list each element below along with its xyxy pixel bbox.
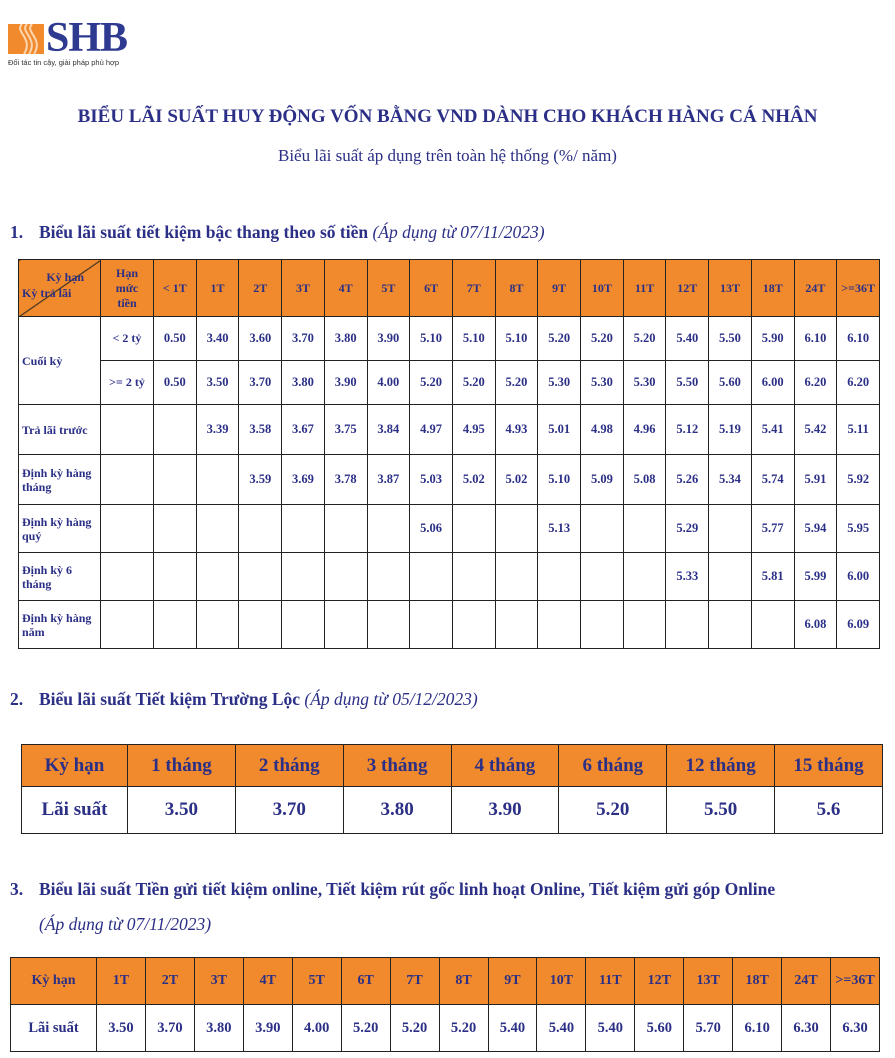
rate-cell: 4.00	[292, 1005, 341, 1052]
page-subtitle: Biểu lãi suất áp dụng trên toàn hệ thống (%/ năm)	[278, 146, 617, 165]
rate-cell: 5.40	[666, 317, 709, 361]
table-row	[19, 455, 880, 505]
rate-cell: 5.01	[538, 405, 581, 455]
rate-cell: 5.10	[452, 317, 495, 361]
section3-effective: (Áp dụng từ 07/11/2023)	[39, 914, 212, 934]
term-header-label: Kỳ hạn	[22, 745, 128, 787]
rate-cell: 5.13	[538, 505, 581, 553]
table-row	[19, 317, 880, 361]
term-header: 3T	[282, 260, 325, 317]
rate-cell	[239, 553, 282, 601]
rate-cell: 6.10	[837, 317, 880, 361]
term-header: 12T	[666, 260, 709, 317]
term-header: 13T	[709, 260, 752, 317]
rate-cell: 3.80	[324, 317, 367, 361]
rate-row-label: Lãi suất	[22, 787, 128, 834]
rate-cell: 6.00	[751, 361, 794, 405]
rate-cell: 5.90	[751, 317, 794, 361]
term-header: 4 tháng	[451, 745, 559, 787]
rate-cell	[239, 505, 282, 553]
rate-cell: 6.08	[794, 601, 837, 649]
term-header: 2T	[239, 260, 282, 317]
rate-cell: 4.98	[581, 405, 624, 455]
rate-cell	[196, 553, 239, 601]
brand-name: SHB	[46, 15, 128, 61]
section2-number: 2.	[10, 689, 24, 709]
rate-cell: 5.19	[709, 405, 752, 455]
section2-heading	[10, 689, 478, 710]
term-header: 10T	[537, 958, 586, 1005]
rate-cell: 3.80	[343, 787, 451, 834]
term-header: 3 tháng	[343, 745, 451, 787]
rate-cell	[751, 601, 794, 649]
limit-cell	[101, 405, 154, 455]
rate-cell: 0.50	[154, 361, 197, 405]
table-row	[22, 787, 883, 834]
term-header: 1T	[196, 260, 239, 317]
shb-wave-icon	[8, 24, 44, 54]
rate-cell: 3.40	[196, 317, 239, 361]
limit-cell	[101, 553, 154, 601]
rate-cell: 3.67	[282, 405, 325, 455]
rate-cell: 5.50	[667, 787, 775, 834]
brand-tagline: Đối tác tin cậy, giải pháp phù hợp	[8, 58, 120, 67]
limit-cell	[101, 505, 154, 553]
rate-cell: 5.03	[410, 455, 453, 505]
rate-cell: 6.10	[794, 317, 837, 361]
rate-cell: 5.11	[837, 405, 880, 455]
term-header: >=36T	[831, 958, 880, 1005]
term-header: < 1T	[154, 260, 197, 317]
rate-cell	[324, 601, 367, 649]
rate-cell: 3.59	[239, 455, 282, 505]
term-header: 10T	[581, 260, 624, 317]
term-header: 24T	[782, 958, 831, 1005]
term-header: 7T	[390, 958, 439, 1005]
rate-cell: 5.41	[751, 405, 794, 455]
term-header: 2T	[145, 958, 194, 1005]
rate-cell	[452, 601, 495, 649]
rate-cell: 5.60	[709, 361, 752, 405]
rate-cell	[196, 455, 239, 505]
rate-cell: 3.50	[97, 1005, 146, 1052]
rate-cell: 6.10	[733, 1005, 782, 1052]
rate-cell: 3.80	[282, 361, 325, 405]
rate-cell: 3.70	[239, 361, 282, 405]
rate-cell: 6.30	[831, 1005, 880, 1052]
term-header: 9T	[538, 260, 581, 317]
row-label: Cuối kỳ	[19, 317, 101, 405]
rate-cell	[709, 505, 752, 553]
rate-cell	[666, 601, 709, 649]
rate-cell: 6.20	[794, 361, 837, 405]
corner-term-label: Kỳ hạn	[46, 270, 84, 284]
rate-cell: 5.06	[410, 505, 453, 553]
table-row	[19, 601, 880, 649]
rate-cell	[623, 553, 666, 601]
row-label: Định kỳ hàng năm	[19, 601, 101, 649]
section3-number: 3.	[10, 879, 24, 899]
rate-cell: 3.50	[196, 361, 239, 405]
rate-row-label: Lãi suất	[11, 1005, 97, 1052]
rate-cell	[154, 405, 197, 455]
section1-title: Biểu lãi suất tiết kiệm bậc thang theo số tiền	[39, 222, 373, 242]
page-title: BIỂU LÃI SUẤT HUY ĐỘNG VỐN BẰNG VND DÀNH CHO KHÁCH HÀNG CÁ NHÂN	[77, 106, 818, 127]
rate-cell: 5.20	[410, 361, 453, 405]
rate-cell	[581, 601, 624, 649]
rate-cell: 5.30	[581, 361, 624, 405]
term-header: 5T	[292, 958, 341, 1005]
rate-cell: 5.20	[390, 1005, 439, 1052]
rate-cell: 5.33	[666, 553, 709, 601]
rate-cell	[196, 601, 239, 649]
rate-cell: 3.70	[282, 317, 325, 361]
rate-cell: 5.26	[666, 455, 709, 505]
term-header: 4T	[324, 260, 367, 317]
rate-cell	[367, 601, 410, 649]
term-header: 1T	[97, 958, 146, 1005]
term-header: 8T	[439, 958, 488, 1005]
truong-loc-rate-table	[21, 744, 883, 834]
term-header: 8T	[495, 260, 538, 317]
term-header: 7T	[452, 260, 495, 317]
term-header: 15 tháng	[775, 745, 883, 787]
rate-cell	[495, 553, 538, 601]
table-header-row	[22, 745, 883, 787]
term-header: 3T	[194, 958, 243, 1005]
rate-cell	[452, 505, 495, 553]
term-header: 4T	[243, 958, 292, 1005]
term-header: 6T	[341, 958, 390, 1005]
rate-cell: 5.29	[666, 505, 709, 553]
rate-cell	[196, 505, 239, 553]
rate-cell: 5.34	[709, 455, 752, 505]
rate-cell: 3.70	[145, 1005, 194, 1052]
rate-cell: 4.96	[623, 405, 666, 455]
rate-cell: 5.10	[410, 317, 453, 361]
section3-heading	[10, 879, 775, 900]
rate-cell: 5.09	[581, 455, 624, 505]
table-row	[19, 505, 880, 553]
rate-cell: 5.20	[439, 1005, 488, 1052]
rate-cell: 5.40	[537, 1005, 586, 1052]
rate-cell: 3.50	[128, 787, 236, 834]
rate-cell: 3.69	[282, 455, 325, 505]
rate-cell: 5.95	[837, 505, 880, 553]
term-header: 18T	[751, 260, 794, 317]
rate-cell	[495, 505, 538, 553]
term-header: 12 tháng	[667, 745, 775, 787]
row-label: Định kỳ hàng quý	[19, 505, 101, 553]
term-header: 6T	[410, 260, 453, 317]
rate-cell: 5.02	[495, 455, 538, 505]
rate-cell: 3.58	[239, 405, 282, 455]
rate-cell: 4.00	[367, 361, 410, 405]
term-header: 11T	[586, 958, 635, 1005]
rate-cell: 3.80	[194, 1005, 243, 1052]
rate-cell: 5.10	[538, 455, 581, 505]
tiered-rate-table	[18, 259, 880, 649]
rate-cell: 6.20	[837, 361, 880, 405]
term-header: 11T	[623, 260, 666, 317]
rate-cell: 5.70	[684, 1005, 733, 1052]
section1-effective: (Áp dụng từ 07/11/2023)	[372, 222, 545, 242]
limit-cell	[101, 601, 154, 649]
rate-cell: 5.10	[495, 317, 538, 361]
section2-effective: (Áp dụng từ 05/12/2023)	[304, 689, 478, 709]
rate-cell	[324, 505, 367, 553]
rate-cell	[452, 553, 495, 601]
section1-number: 1.	[10, 222, 24, 242]
rate-cell: 4.93	[495, 405, 538, 455]
rate-cell	[282, 505, 325, 553]
rate-cell: 6.30	[782, 1005, 831, 1052]
rate-cell: 6.00	[837, 553, 880, 601]
limit-header: Hạn mức tiền	[101, 260, 154, 317]
rate-cell	[495, 601, 538, 649]
table-row	[11, 1005, 880, 1052]
section2-title: Biểu lãi suất Tiết kiệm Trường Lộc	[39, 689, 305, 709]
rate-cell: 5.20	[341, 1005, 390, 1052]
rate-cell: 5.6	[775, 787, 883, 834]
rate-cell: 5.20	[581, 317, 624, 361]
rate-cell: 4.95	[452, 405, 495, 455]
section1-heading	[10, 222, 545, 243]
rate-cell: 3.90	[451, 787, 559, 834]
rate-cell	[154, 455, 197, 505]
rate-cell: 5.42	[794, 405, 837, 455]
rate-cell: 5.20	[452, 361, 495, 405]
table-row	[19, 361, 880, 405]
rate-cell: 3.90	[243, 1005, 292, 1052]
rate-cell: 5.81	[751, 553, 794, 601]
rate-cell: 0.50	[154, 317, 197, 361]
term-header: 5T	[367, 260, 410, 317]
rate-cell: 5.12	[666, 405, 709, 455]
rate-cell	[239, 601, 282, 649]
rate-cell: 3.60	[239, 317, 282, 361]
online-rate-table	[10, 957, 880, 1052]
row-label: Định kỳ 6 tháng	[19, 553, 101, 601]
rate-cell	[623, 601, 666, 649]
limit-cell	[101, 455, 154, 505]
rate-cell	[410, 553, 453, 601]
term-header: >=36T	[837, 260, 880, 317]
rate-cell	[581, 553, 624, 601]
rate-cell	[538, 553, 581, 601]
rate-cell	[324, 553, 367, 601]
corner-header	[19, 260, 101, 317]
rate-cell	[367, 505, 410, 553]
rate-cell: 3.75	[324, 405, 367, 455]
rate-cell: 5.20	[559, 787, 667, 834]
rate-cell: 5.94	[794, 505, 837, 553]
rate-cell: 5.20	[623, 317, 666, 361]
term-header: 13T	[684, 958, 733, 1005]
rate-cell: 5.40	[488, 1005, 537, 1052]
section3-title: Biểu lãi suất Tiền gửi tiết kiệm online, Tiết kiệm rút gốc linh hoạt Online, Tiết kiệm gửi góp Online	[39, 879, 776, 899]
rate-cell: 5.20	[538, 317, 581, 361]
limit-cell: < 2 tỷ	[101, 317, 154, 361]
rate-cell: 5.99	[794, 553, 837, 601]
row-label: Trả lãi trước	[19, 405, 101, 455]
table-row	[19, 553, 880, 601]
rate-cell: 3.70	[235, 787, 343, 834]
rate-cell	[709, 553, 752, 601]
rate-cell: 5.91	[794, 455, 837, 505]
rate-cell: 5.20	[495, 361, 538, 405]
rate-cell: 3.78	[324, 455, 367, 505]
limit-cell: >= 2 tỷ	[101, 361, 154, 405]
rate-cell	[282, 601, 325, 649]
term-header: 1 tháng	[128, 745, 236, 787]
rate-cell: 3.90	[324, 361, 367, 405]
table-header-row	[19, 260, 880, 317]
rate-cell	[623, 505, 666, 553]
rate-cell: 3.87	[367, 455, 410, 505]
rate-cell	[581, 505, 624, 553]
rate-cell: 5.74	[751, 455, 794, 505]
rate-cell: 5.50	[709, 317, 752, 361]
term-header: 6 tháng	[559, 745, 667, 787]
rate-cell: 5.50	[666, 361, 709, 405]
corner-payment-label: Kỳ trả lãi	[22, 286, 72, 300]
rate-cell	[154, 601, 197, 649]
table-header-row	[11, 958, 880, 1005]
rate-cell: 3.90	[367, 317, 410, 361]
rate-cell	[709, 601, 752, 649]
term-header: 2 tháng	[235, 745, 343, 787]
rate-cell: 5.02	[452, 455, 495, 505]
rate-cell: 6.09	[837, 601, 880, 649]
term-header: 12T	[635, 958, 684, 1005]
term-header: 9T	[488, 958, 537, 1005]
rate-cell: 5.92	[837, 455, 880, 505]
rate-cell: 5.77	[751, 505, 794, 553]
rate-cell: 3.84	[367, 405, 410, 455]
rate-cell	[538, 601, 581, 649]
rate-cell: 5.08	[623, 455, 666, 505]
rate-cell	[282, 553, 325, 601]
term-header-label: Kỳ hạn	[11, 958, 97, 1005]
rate-cell	[410, 601, 453, 649]
rate-cell: 4.97	[410, 405, 453, 455]
rate-cell	[154, 553, 197, 601]
table-row	[19, 405, 880, 455]
rate-cell: 5.30	[623, 361, 666, 405]
rate-cell: 5.40	[586, 1005, 635, 1052]
rate-cell	[154, 505, 197, 553]
rate-cell	[367, 553, 410, 601]
rate-cell: 5.30	[538, 361, 581, 405]
row-label: Định kỳ hàng tháng	[19, 455, 101, 505]
term-header: 18T	[733, 958, 782, 1005]
rate-cell: 3.39	[196, 405, 239, 455]
rate-cell: 5.60	[635, 1005, 684, 1052]
term-header: 24T	[794, 260, 837, 317]
